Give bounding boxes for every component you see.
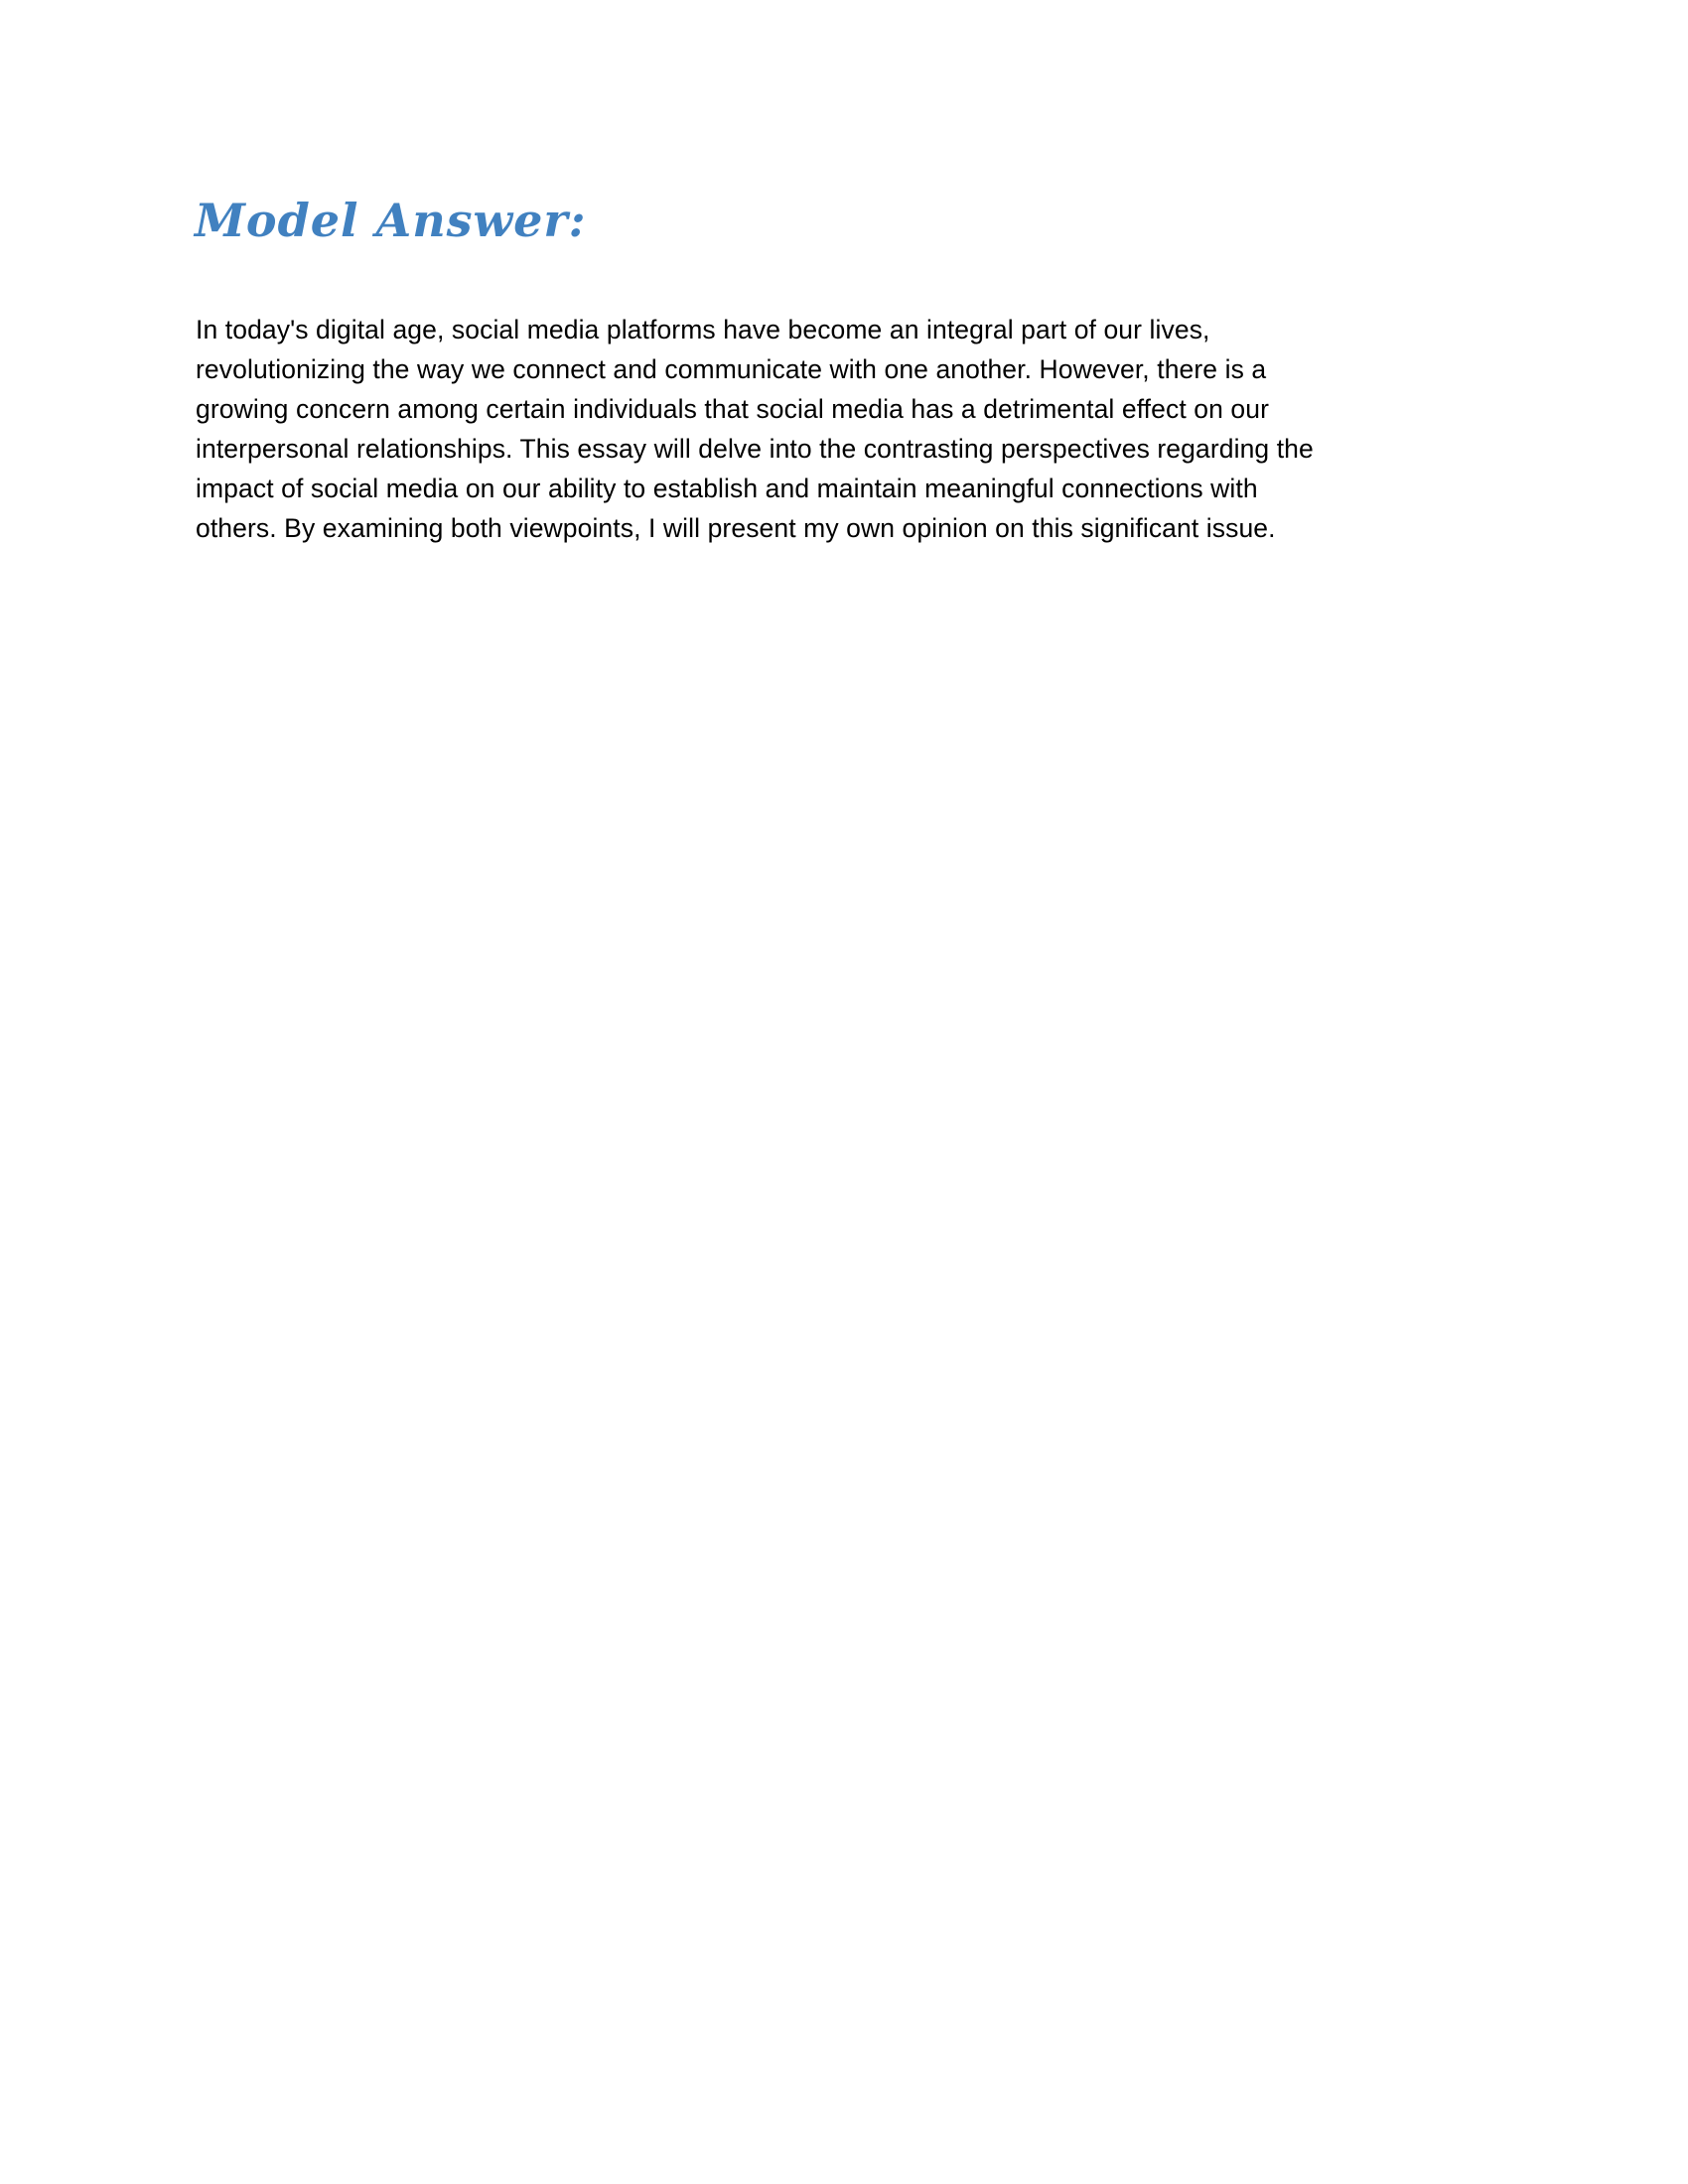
essay-line: others. By examining both viewpoints, I will present my own opinion on this significant issue. bbox=[196, 513, 1276, 543]
essay-line: growing concern among certain individuals that social media has a detrimental effect on our bbox=[196, 394, 1269, 424]
essay-line: revolutionizing the way we connect and communicate with one another. However, there is a bbox=[196, 354, 1267, 384]
essay-line: impact of social media on our ability to establish and maintain meaningful connections with bbox=[196, 474, 1258, 503]
essay-line: In today's digital age, social media platforms have become an integral part of our lives, bbox=[196, 315, 1210, 344]
essay-paragraph bbox=[196, 310, 1496, 548]
model-answer-heading: Model Answer: bbox=[195, 194, 587, 247]
essay-line: interpersonal relationships. This essay will delve into the contrasting perspectives regarding the bbox=[196, 434, 1314, 464]
